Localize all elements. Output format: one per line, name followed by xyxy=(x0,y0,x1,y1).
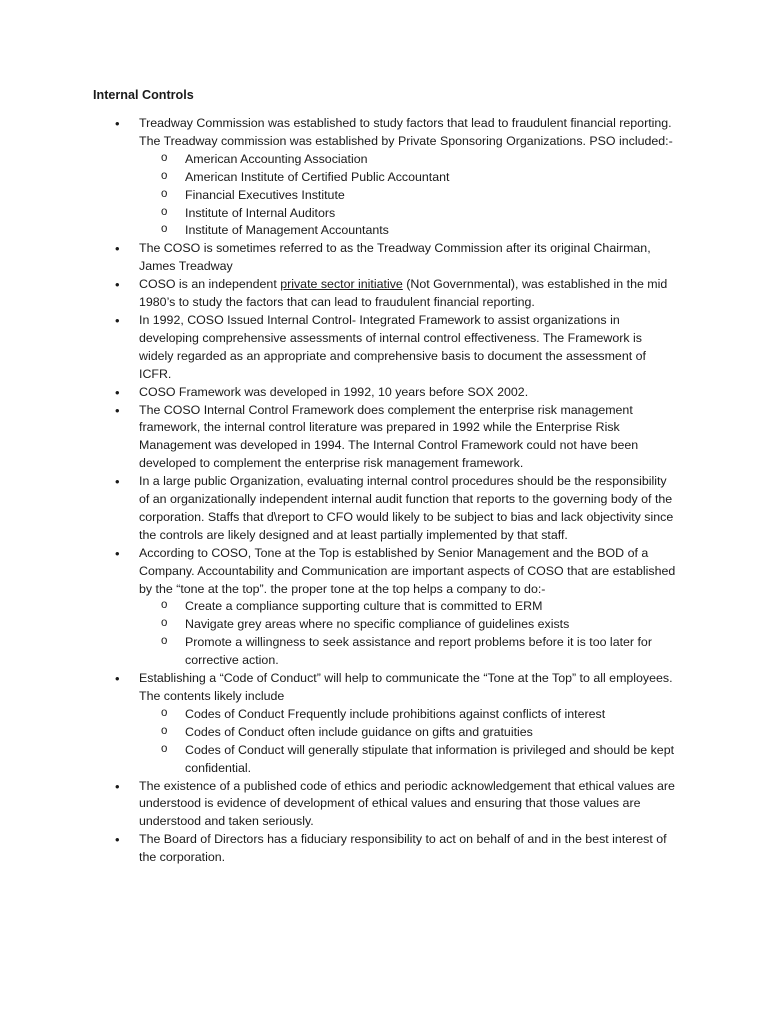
list-item-text-before: COSO is an independent xyxy=(139,277,281,292)
sub-list-item: o Codes of Conduct Frequently include prohibitions against conflicts of interest xyxy=(139,706,676,724)
sub-list-item: o American Accounting Association xyxy=(139,151,676,169)
sub-list-item: o Institute of Management Accountants xyxy=(139,222,676,240)
sub-list-item: o Promote a willingness to seek assistance and report problems before it is too later for corrective action. xyxy=(139,634,676,670)
sub-list-item: o Institute of Internal Auditors xyxy=(139,205,676,223)
list-item xyxy=(0,312,768,384)
list-item-text: In 1992, COSO Issued Internal Control- Integrated Framework to assist organizations in developing comprehensive assessments of internal control effectiveness. The Framework is widely regarded as an appropriate and comprehensive basis to document the assessment of ICFR. xyxy=(139,312,646,381)
sub-list xyxy=(139,706,676,778)
list-item-text-after: (Not Governmental), was established in the mid 1980’s to study the factors that can lead to fraudulent financial reporting. xyxy=(139,277,668,310)
sub-list-item: o Codes of Conduct will generally stipulate that information is privileged and should be kept confidential. xyxy=(139,742,676,778)
sub-list xyxy=(139,598,676,670)
list-item xyxy=(0,831,768,867)
sub-list-item: o Financial Executives Institute xyxy=(139,187,676,205)
sub-list-item: o Codes of Conduct often include guidance on gifts and gratuities xyxy=(139,724,676,742)
sub-list-item: o Create a compliance supporting culture that is committed to ERM xyxy=(139,598,676,616)
list-item xyxy=(0,276,768,312)
list-item xyxy=(0,402,768,474)
list-item-text: Establishing a “Code of Conduct” will help to communicate the “Tone at the Top” to all employees. The contents likely include xyxy=(139,671,673,703)
sub-list xyxy=(139,151,676,241)
list-item xyxy=(0,473,768,545)
underlined-phrase: private sector initiative xyxy=(280,277,403,292)
sub-list-item: o Navigate grey areas where no specific compliance of guidelines exists xyxy=(139,616,676,634)
list-item xyxy=(0,240,768,276)
list-item xyxy=(0,778,768,832)
list-item-text: The Board of Directors has a fiduciary responsibility to act on behalf of and in the best interest of the corporation. xyxy=(139,832,667,865)
list-item-text: The COSO is sometimes referred to as the Treadway Commission after its original Chairman, James Treadway xyxy=(139,241,651,274)
list-item xyxy=(0,115,768,240)
list-item xyxy=(0,384,768,402)
list-item-text: The existence of a published code of ethics and periodic acknowledgement that ethical values are understood is evidence of development of ethical values and ensuring that those values are understood and taken seriously. xyxy=(139,778,675,829)
sub-list-item: o American Institute of Certified Public Accountant xyxy=(139,169,676,187)
list-item-text: According to COSO, Tone at the Top is established by Senior Management and the BOD of a Company. Accountability and Communication are important aspects of COSO that are established by the “tone at the top”. the proper tone at the top helps a company to do:- xyxy=(139,545,676,596)
list-item-text: COSO Framework was developed in 1992, 10 years before SOX 2002. xyxy=(139,384,529,399)
document-title: Internal Controls xyxy=(93,88,194,102)
list-item-text: The COSO Internal Control Framework does complement the enterprise risk management framework, the internal control literature was prepared in 1992 while the Enterprise Risk Management was developed in 1994. The Internal Control Framework could not have been developed to complement the enterprise risk management framework. xyxy=(139,402,639,471)
bullet-list xyxy=(0,115,768,867)
list-item-text: Treadway Commission was established to study factors that lead to fraudulent financial reporting. The Treadway commission was established by Private Sponsoring Organizations. PSO included:- xyxy=(139,116,673,148)
list-item-text: In a large public Organization, evaluating internal control procedures should be the responsibility of an organizationally independent internal audit function that reports to the governing body of the corporation. Staffs that d\report to CFO would likely to be subject to bias and lack objectivity since the controls are likely designed and at least partially implemented by that staff. xyxy=(139,474,674,542)
list-item xyxy=(0,670,768,777)
list-item xyxy=(0,545,768,670)
